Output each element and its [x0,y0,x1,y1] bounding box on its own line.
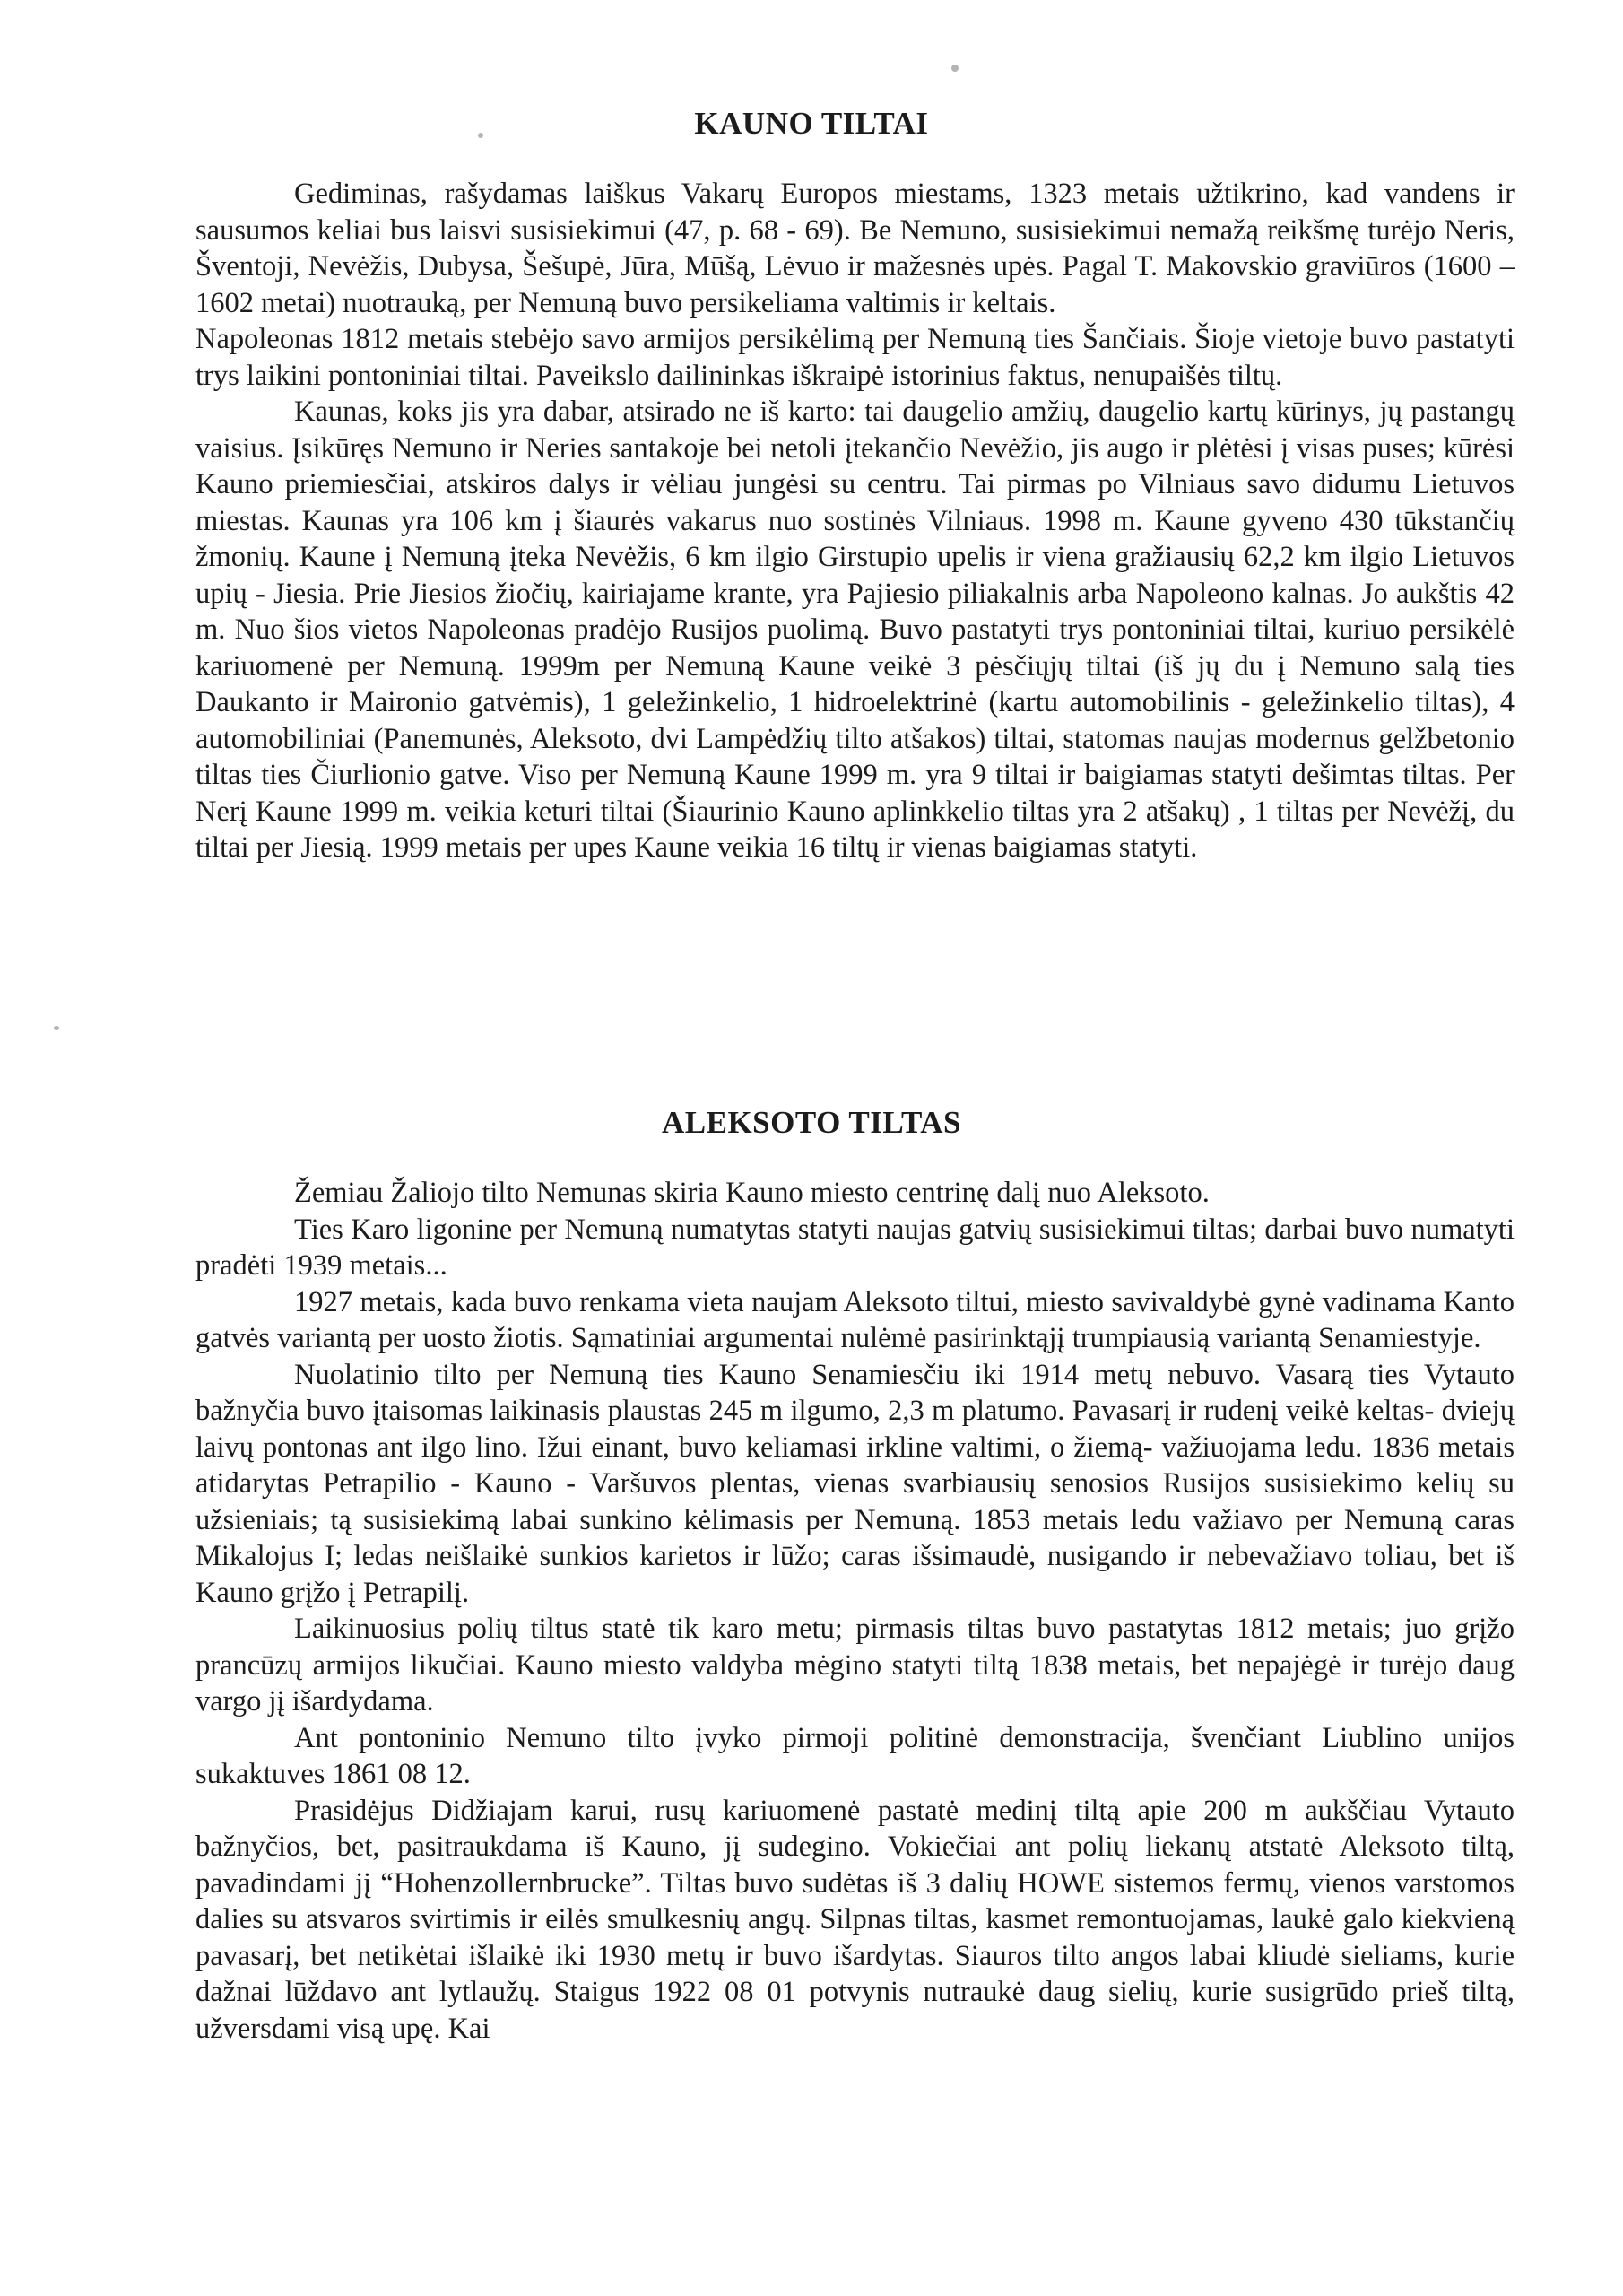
scan-speck [951,65,959,72]
document-title: KAUNO TILTAI [694,106,929,141]
paragraph: Kaunas, koks jis yra dabar, atsirado ne iš karto: tai daugelio amžių, daugelio kartų kūrinys, jų pastangų vaisius. Įsikūręs Nemuno ir Neries santakoje bei netoli įtekančio Nevėžio, jis augo ir plėtėsi į visas puses; kūrėsi Kauno priemiesčiai, atskiros dalys ir vėliau jungėsi su centru. Tai pirmas po Vilniaus savo didumu Lietuvos miestas. Kaunas yra 106 km į šiaurės vakarus nuo sostinės Vilniaus. 1998 m. Kaune gyveno 430 tūkstančių žmonių. Kaune į Nemuną įteka Nevėžis, 6 km ilgio Girstupio upelis ir viena gražiausių 62,2 km ilgio Lietuvos upių - Jiesia. Prie Jiesios žiočių, kairiajame krante, yra Pajiesio piliakalnis arba Napoleono kalnas. Jo aukštis 42 m. Nuo šios vietos Napoleonas pradėjo Rusijos puolimą. Buvo pastatyti trys pontoniniai tiltai, kuriuo persikėlė kariuomenė per Nemuną. 1999m per Nemuną Kaune veikė 3 pėsčiųjų tiltai (iš jų du į Nemuno salą ties Daukanto ir Maironio gatvėmis), 1 geležinkelio, 1 hidroelektrinė (kartu automobilinis - geležinkelio tiltas), 4 automobiliniai (Panemunės, Aleksoto, dvi Lampėdžių tilto atšakos) tiltai, statomas naujas modernus gelžbetonio tiltas ties Čiurlionio gatve. Viso per Nemuną Kaune 1999 m. yra 9 tiltai ir baigiamas statyti dešimtas tiltas. Per Nerį Kaune 1999 m. veikia keturi tiltai (Šiaurinio Kauno aplinkkelio tiltas yra 2 atšakų) , 1 tiltas per Nevėžį, du tiltai per Jiesią. 1999 metais per upes Kaune veikia 16 tiltų ir vienas baigiamas statyti. [195,396,1515,864]
paragraph: Ties Karo ligonine per Nemuną numatytas statyti naujas gatvių susisiekimui tiltas; darbai buvo numatyti pradėti 1939 metais... [195,1213,1515,1282]
scan-speck [54,1026,59,1030]
section-kauno-tiltai-body [195,176,1515,866]
section-aleksoto-tiltas-body [195,1175,1515,2047]
section-heading-aleksoto-tiltas: ALEKSOTO TILTAS [661,1105,962,1140]
paragraph: Žemiau Žaliojo tilto Nemunas skiria Kauno miesto centrinę dalį nuo Aleksoto. [294,1177,1210,1209]
paragraph: Laikinuosius polių tiltus statė tik karo metu; pirmasis tiltas buvo pastatytas 1812 metais; juo grįžo prancūzų armijos likučiai. Kauno miesto valdyba mėgino statyti tiltą 1838 metais, bet nepajėgė ir turėjo daug vargo jį išardydama. [195,1613,1515,1718]
paragraph: Prasidėjus Didžiajam karui, rusų kariuomenė pastatė medinį tiltą apie 200 m aukščiau Vytauto bažnyčios, bet, pasitraukdama iš Kauno, jį sudegino. Vokiečiai ant polių liekanų atstatė Aleksoto tiltą, pavadindami jį “Hohenzollernbrucke”. Tiltas buvo sudėtas iš 3 dalių HOWE sistemos fermų, vienos varstomos dalies su atsvaros svirtimis ir eilės smulkesnių angų. Silpnas tiltas, kasmet remontuojamas, laukė galo kiekvieną pavasarį, bet netikėtai išlaikė iki 1930 metų ir buvo išardytas. Siauros tilto angos labai kliudė sieliams, kurie dažnai lūždavo ant lytlaužų. Staigus 1922 08 01 potvynis nutraukė daug sielių, kurie susigrūdo prieš tiltą, užversdami visą upę. Kai [195,1794,1515,2045]
paragraph: Gediminas, rašydamas laiškus Vakarų Europos miestams, 1323 metais užtikrino, kad vandens ir sausumos keliai bus laisvi susisiekimui (47, p. 68 - 69). Be Nemuno, susisiekimui nemažą reikšmę turėjo Neris, Šventoji, Nevėžis, Dubysa, Šešupė, Jūra, Mūšą, Lėvuo ir mažesnės upės. Pagal T. Makovskio graviūros (1600 – 1602 metai) nuotrauką, per Nemuną buvo persikeliama valtimis ir keltais. [195,178,1515,319]
paragraph: Nuolatinio tilto per Nemuną ties Kauno Senamiesčiu iki 1914 metų nebuvo. Vasarą ties Vytauto bažnyčia buvo įtaisomas laikinasis plaustas 245 m ilgumo, 2,3 m platumo. Pavasarį ir rudenį veikė keltas- dviejų laivų pontonas ant ilgo lino. Ižui einant, buvo keliamasi irkline valtimi, o žiemą- važiuojama ledu. 1836 metais atidarytas Petrapilio - Kauno - Varšuvos plentas, vienas svarbiausių senosios Rusijos susisiekimo kelių su užsieniais; tą susisiekimą labai sunkino kėlimasis per Nemuną. 1853 metais ledu važiavo per Nemuną caras Mikalojus I; ledas neišlaikė sunkios karietos ir lūžo; caras išsimaudė, nusigando ir nebevažiavo toliau, bet iš Kauno grįžo į Petrapilį. [195,1358,1515,1609]
paragraph: 1927 metais, kada buvo renkama vieta naujam Aleksoto tiltui, miesto savivaldybė gynė vadinama Kanto gatvės variantą per uosto žiotis. Sąmatiniai argumentai nulėmė pasirinktąjį trumpiausią variantą Senamiestyje. [195,1285,1515,1354]
paragraph: Ant pontoninio Nemuno tilto įvyko pirmoji politinė demonstracija, švenčiant Liublino unijos sukaktuves 1861 08 12. [195,1721,1515,1790]
paragraph: Napoleonas 1812 metais stebėjo savo armijos persikėlimą per Nemuną ties Šančiais. Šioje vietoje buvo pastatyti trys laikini pontoniniai tiltai. Paveikslo dailininkas iškraipė istorinius faktus, nenupaišės tiltų. [195,323,1515,392]
